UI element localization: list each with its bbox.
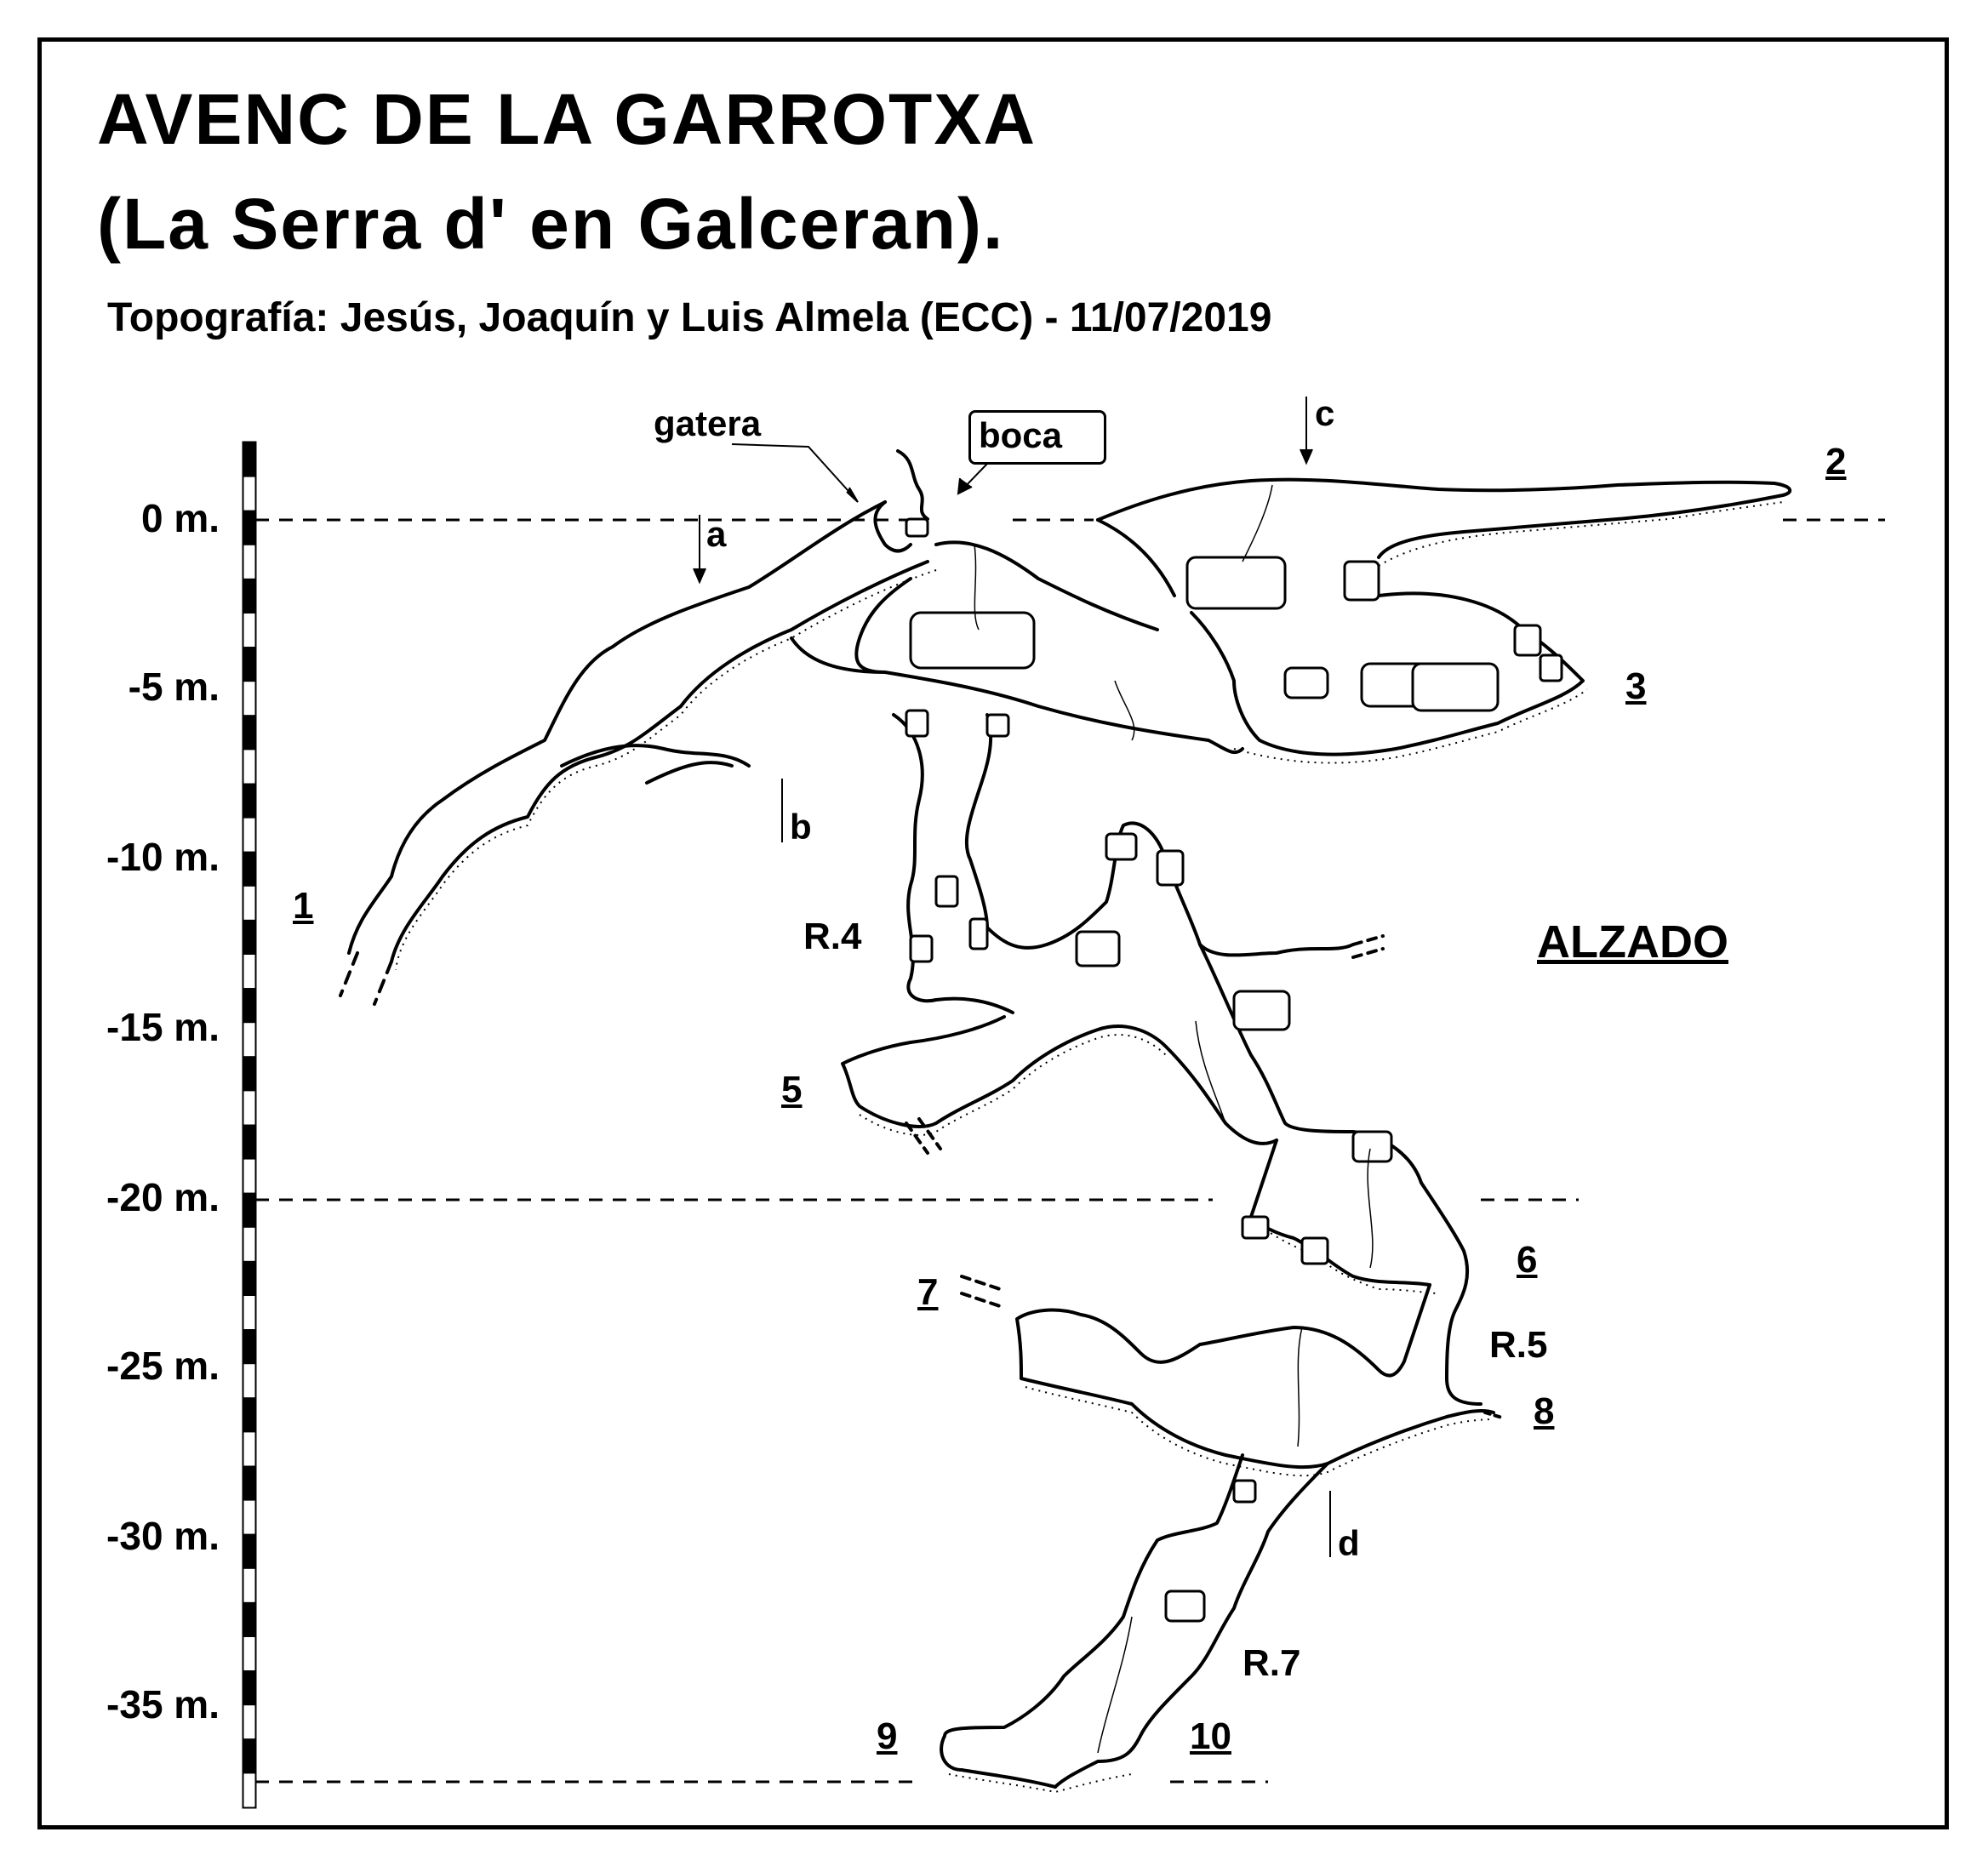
scale-segment: [243, 1330, 255, 1364]
passage-west-upper: [349, 502, 885, 953]
scale-segment: [243, 1602, 255, 1636]
scale-segment: [243, 442, 255, 477]
scale-segment: [243, 1773, 255, 1807]
chamber-6-west: [1251, 1140, 1430, 1285]
scale-segment: [243, 1296, 255, 1330]
scale-segment: [243, 784, 255, 818]
boulder: [1106, 834, 1136, 859]
boulder: [1353, 1132, 1391, 1161]
scale-segment: [243, 1534, 255, 1568]
section-mark-c: c: [1315, 393, 1335, 433]
scale-segment: [243, 1057, 255, 1091]
gatera-pointer: [732, 444, 855, 499]
scale-segment: [243, 955, 255, 989]
pitch-r4-west: [894, 715, 1013, 1013]
scale-segment: [243, 1568, 255, 1602]
boulder: [970, 919, 987, 949]
boulder: [1234, 1481, 1255, 1502]
scale-segment: [243, 682, 255, 716]
boulder: [1157, 851, 1183, 885]
pitch-label-r7: R.7: [1242, 1642, 1301, 1684]
station-7: 7: [917, 1271, 939, 1313]
floor-to-8: [1225, 1411, 1494, 1467]
pitch-label-r4: R.4: [803, 916, 862, 957]
scale-segment: [243, 818, 255, 852]
map-title: AVENC DE LA GARROTXA: [97, 79, 1037, 159]
depth-label-35: -35 m.: [106, 1682, 220, 1726]
section-mark-d: d: [1338, 1523, 1360, 1563]
scale-segment: [243, 1023, 255, 1057]
scale-segment: [243, 1671, 255, 1705]
scale-segment: [243, 1739, 255, 1773]
boulder: [987, 715, 1008, 736]
passage-7: [1017, 1285, 1430, 1455]
station-1: 1: [293, 885, 314, 927]
depth-label-20: -20 m.: [106, 1175, 220, 1219]
scale-segment: [243, 1705, 255, 1739]
depth-label-0: 0 m.: [140, 496, 220, 540]
depth-label-15: -15 m.: [106, 1005, 220, 1049]
depth-label-5: -5 m.: [128, 665, 220, 709]
scale-segment: [243, 886, 255, 920]
depth-label-25: -25 m.: [106, 1344, 220, 1388]
scale-segment: [243, 579, 255, 613]
station-5: 5: [781, 1069, 803, 1110]
boulder: [906, 519, 928, 536]
scale-segment: [243, 648, 255, 682]
scale-segment: [243, 1091, 255, 1125]
boulder: [1515, 625, 1540, 655]
boulder: [1413, 664, 1498, 711]
scale-segment: [243, 989, 255, 1023]
boulder: [1166, 1591, 1204, 1621]
pitch-label-r5: R.5: [1489, 1324, 1548, 1366]
boulder: [1540, 655, 1562, 681]
view-label-alzado: ALZADO: [1537, 916, 1728, 967]
depth-label-10: -10 m.: [106, 835, 220, 879]
scale-segment: [243, 1261, 255, 1295]
scale-segment: [243, 1500, 255, 1534]
boulder: [1077, 932, 1119, 966]
map-subtitle: (La Serra d' en Galceran).: [97, 184, 1005, 264]
scale-segment: [243, 750, 255, 784]
scale-segment: [243, 920, 255, 954]
boulder: [1234, 991, 1289, 1030]
scale-segment: [243, 1466, 255, 1500]
scale-segment: [243, 1364, 255, 1398]
scale-segment: [243, 1159, 255, 1193]
station-8: 8: [1534, 1390, 1555, 1432]
datum-lines: [255, 520, 1885, 1782]
depth-scale-bar: [243, 442, 255, 1807]
scale-segment: [243, 511, 255, 545]
floor-sediment: [396, 502, 1783, 1792]
station-10: 10: [1190, 1715, 1231, 1757]
scale-segment: [243, 477, 255, 511]
depth-label-30: -30 m.: [106, 1514, 220, 1558]
station-6: 6: [1517, 1239, 1538, 1281]
gatera-label: gatera: [654, 403, 762, 443]
boulder: [911, 936, 932, 962]
scale-segment: [243, 1193, 255, 1227]
scale-segment: [243, 852, 255, 886]
station-2: 2: [1825, 441, 1847, 482]
boulder: [1285, 668, 1328, 698]
boulder: [911, 613, 1034, 668]
passage-east-3: [1098, 520, 1583, 755]
station-9: 9: [877, 1715, 898, 1757]
survey-credits: Topografía: Jesús, Joaquín y Luis Almela (ECC) - 11/07/2019: [107, 295, 1272, 340]
boca-label: boca: [979, 415, 1063, 455]
scale-segment: [243, 614, 255, 648]
boulder: [1302, 1238, 1328, 1264]
boulder: [1187, 557, 1285, 608]
scale-segment: [243, 716, 255, 750]
section-mark-b: b: [790, 807, 812, 847]
scale-segment: [243, 1227, 255, 1261]
boulder: [1345, 562, 1379, 600]
scale-segment: [243, 1432, 255, 1466]
station-3: 3: [1625, 665, 1647, 707]
scale-segment: [243, 1637, 255, 1671]
boulder: [1242, 1217, 1268, 1238]
boulder: [936, 876, 957, 906]
passage-east-2: [1098, 480, 1790, 557]
cave-passages: [340, 451, 1790, 1787]
scale-segment: [243, 1125, 255, 1159]
section-mark-a: a: [706, 514, 727, 554]
scale-segment: [243, 1398, 255, 1432]
boulder: [906, 711, 928, 736]
scale-segment: [243, 545, 255, 579]
passage-b-shelf: [562, 745, 749, 783]
